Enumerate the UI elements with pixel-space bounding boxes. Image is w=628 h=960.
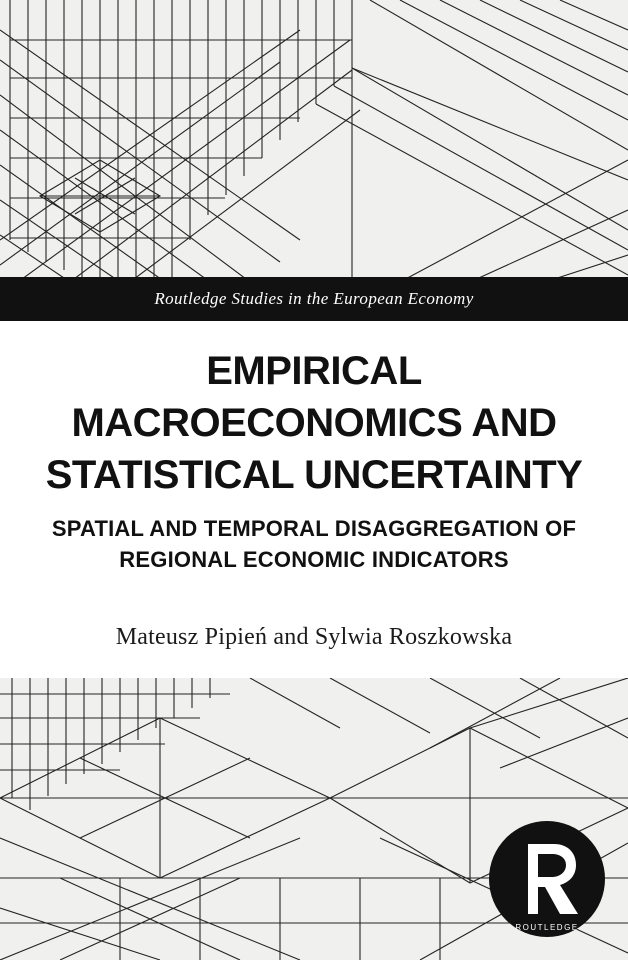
isometric-line-art-top [0,0,628,282]
book-subtitle [34,513,594,575]
routledge-logo-icon [488,820,606,938]
subtitle-line-1: SPATIAL AND TEMPORAL DISAGGREGATION OF [51,516,577,541]
cover-artwork-top [0,0,628,282]
subtitle-line-2: REGIONAL ECONOMIC INDICATORS [119,547,509,572]
book-authors: Mateusz Pipień and Sylwia Roszkowska [115,624,513,650]
cover-text-zone [0,321,628,678]
title-line-1: EMPIRICAL [206,349,422,393]
routledge-wordmark: ROUTLEDGE [515,923,579,932]
series-band [0,277,628,321]
title-line-3: STATISTICAL UNCERTAINTY [45,453,583,497]
publisher-logo [488,820,606,938]
title-line-2: MACROECONOMICS AND [71,401,557,445]
book-title [34,345,594,501]
series-title: Routledge Studies in the European Economy [154,289,474,308]
